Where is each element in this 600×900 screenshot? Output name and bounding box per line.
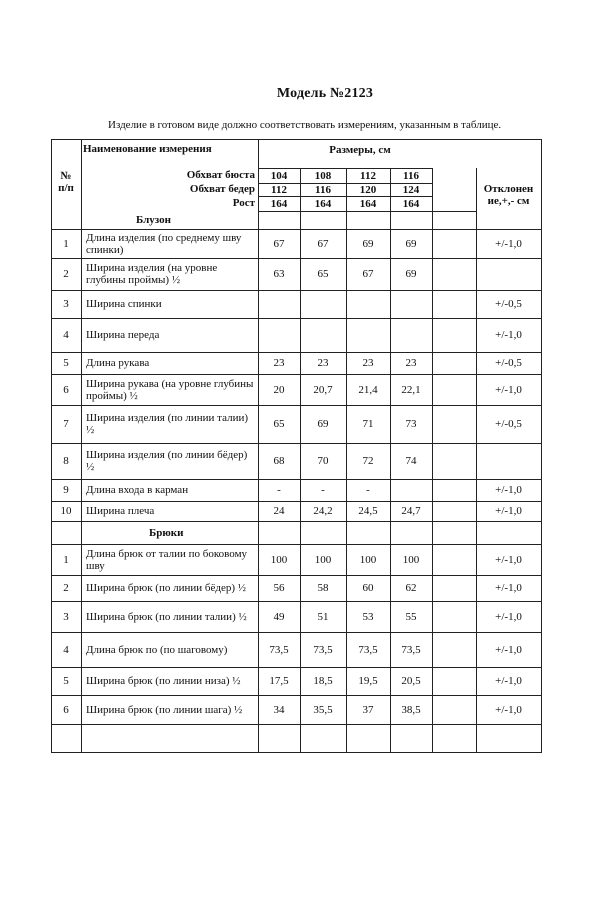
header-deviation: Отклонен ие,+,- см [483, 183, 534, 207]
header-sizes: Размеры, см [329, 143, 391, 156]
blouson-row-value: 22,1 [401, 383, 421, 396]
trousers-row-name: Ширина брюк (по линии шага) ½ [86, 703, 243, 716]
blouson-row-value: 69 [405, 268, 417, 280]
header-bust-label: Обхват бюста [186, 168, 255, 181]
header-name: Наименование измерения [83, 143, 212, 155]
trousers-row-number: 3 [63, 610, 69, 623]
header-hip-2: 120 [359, 183, 377, 196]
trousers-row-value: 62 [405, 582, 417, 594]
trousers-row-name: Ширина брюк (по линии бёдер) ½ [86, 582, 247, 594]
blouson-row-value: 72 [362, 455, 374, 467]
blouson-row-deviation [476, 258, 541, 290]
blouson-row-value: 20 [273, 383, 285, 396]
blouson-row-value: 23 [405, 357, 417, 369]
trousers-row-deviation: +/-1,0 [495, 553, 522, 566]
blouson-row-value [390, 479, 432, 501]
trousers-row-value: 35,5 [313, 703, 333, 716]
blouson-row-value: 23 [317, 357, 329, 369]
blouson-row-number: 7 [63, 418, 69, 430]
blouson-row-value: 20,7 [313, 383, 333, 396]
blouson-row-name: Ширина рукава (на уровне глубины проймы) ½ [86, 377, 254, 402]
blouson-row-value [258, 290, 300, 318]
blouson-row-deviation: +/-0,5 [495, 298, 522, 310]
trousers-row-deviation: +/-1,0 [495, 582, 522, 594]
blouson-row-value: - [277, 484, 281, 496]
blouson-row-number: 9 [63, 484, 69, 496]
table-grid-line [51, 724, 542, 725]
blouson-row-value [300, 290, 346, 318]
header-bust-3: 116 [403, 169, 419, 182]
blouson-row-value: 24,5 [358, 505, 378, 517]
header-number: № п/п [58, 170, 74, 194]
blouson-row-number: 1 [63, 237, 69, 250]
trousers-row-value: 73,5 [358, 643, 378, 656]
section-title: Блузон [136, 214, 171, 226]
blouson-row-value: 69 [405, 237, 417, 250]
blouson-row-value: - [366, 484, 370, 496]
header-hip-3: 124 [402, 183, 420, 196]
blouson-row-number: 3 [63, 298, 69, 310]
blouson-row-value: 68 [273, 455, 285, 467]
header-height-1: 164 [314, 197, 332, 210]
trousers-row-value: 73,5 [269, 643, 289, 656]
blouson-row-value: 70 [317, 455, 329, 467]
blouson-row-value: 65 [273, 418, 285, 430]
blouson-row-name: Ширина переда [86, 329, 160, 341]
table-grid-line [51, 521, 542, 522]
blouson-row-number: 2 [63, 268, 69, 280]
table-grid-line [432, 168, 433, 753]
blouson-row-deviation: +/-1,0 [495, 237, 522, 250]
trousers-row-number: 4 [63, 643, 69, 656]
trousers-row-number: 2 [63, 582, 69, 594]
trousers-row-value: 17,5 [269, 675, 289, 687]
trousers-row-value: 60 [362, 582, 374, 594]
header-bust-0: 104 [270, 169, 288, 182]
blouson-row-value: - [321, 484, 325, 496]
trousers-row-value: 58 [317, 582, 329, 594]
blouson-row-value [390, 290, 432, 318]
page-title: Модель №2123 [276, 86, 374, 101]
header-bust-1: 108 [314, 169, 332, 182]
blouson-row-value [300, 318, 346, 352]
trousers-row-deviation: +/-1,0 [495, 703, 522, 716]
trousers-row-value: 49 [273, 610, 285, 623]
trousers-row-value: 100 [359, 553, 377, 566]
blouson-row-value [346, 290, 390, 318]
trousers-row-value: 100 [270, 553, 288, 566]
trousers-row-value: 34 [273, 703, 285, 716]
blouson-row-number: 4 [63, 329, 69, 341]
trousers-row-name: Ширина брюк (по линии низа) ½ [86, 675, 241, 687]
header-height-label: Рост [232, 196, 255, 209]
blouson-row-value: 73 [405, 418, 417, 430]
blouson-row-value [346, 318, 390, 352]
blouson-row-deviation: +/-0,5 [495, 357, 522, 369]
blouson-row-value: 69 [362, 237, 374, 250]
trousers-row-value: 20,5 [401, 675, 421, 687]
blouson-row-name: Ширина изделия (по линии бёдер) ½ [86, 449, 248, 473]
trousers-row-value: 55 [405, 610, 417, 623]
blouson-row-number: 5 [63, 357, 69, 369]
header-height-2: 164 [359, 197, 377, 210]
blouson-row-name: Длина рукава [86, 357, 150, 369]
trousers-row-name: Ширина брюк (по линии талии) ½ [86, 610, 247, 623]
blouson-row-value: 67 [362, 268, 374, 280]
blouson-row-number: 8 [63, 455, 69, 467]
blouson-row-value: 67 [317, 237, 329, 250]
header-hip-1: 116 [315, 183, 331, 196]
trousers-row-name: Длина брюк по (по шаговому) [86, 643, 228, 656]
section-title: Брюки [149, 526, 184, 539]
blouson-row-value: 67 [273, 237, 285, 250]
trousers-row-number: 1 [63, 553, 69, 566]
trousers-row-value: 73,5 [313, 643, 333, 656]
blouson-row-number: 10 [60, 505, 72, 517]
trousers-row-name: Длина брюк от талии по боковому шву [86, 547, 248, 572]
blouson-row-value: 71 [362, 418, 374, 430]
blouson-row-value: 23 [362, 357, 374, 369]
blouson-row-value: 23 [273, 357, 285, 369]
header-hip-label: Обхват бедер [189, 183, 255, 195]
blouson-row-value: 63 [273, 268, 285, 280]
header-bust-2: 112 [360, 169, 376, 182]
trousers-row-value: 19,5 [358, 675, 378, 687]
trousers-row-value: 37 [362, 703, 374, 716]
trousers-row-value: 73,5 [401, 643, 421, 656]
blouson-row-name: Ширина изделия (по линии талии) ½ [86, 412, 249, 436]
trousers-row-value: 51 [317, 610, 329, 623]
trousers-row-number: 6 [63, 703, 69, 716]
trousers-row-deviation: +/-1,0 [495, 643, 522, 656]
blouson-row-deviation: +/-0,5 [495, 418, 522, 430]
blouson-row-deviation: +/-1,0 [495, 484, 522, 496]
table-grid-line [81, 139, 82, 753]
trousers-row-value: 100 [314, 553, 332, 566]
blouson-row-name: Ширина изделия (на уровне глубины проймы) ½ [86, 262, 218, 286]
blouson-row-value: 24,7 [401, 505, 421, 517]
blouson-row-value: 21,4 [358, 383, 378, 396]
trousers-row-deviation: +/-1,0 [495, 675, 522, 687]
table-grid-line [541, 139, 542, 753]
header-hip-0: 112 [271, 183, 287, 196]
blouson-row-value: 24,2 [313, 505, 333, 517]
trousers-row-value: 56 [273, 582, 285, 594]
blouson-row-value [258, 318, 300, 352]
blouson-row-value: 69 [317, 418, 329, 430]
blouson-row-value: 65 [317, 268, 329, 280]
blouson-row-deviation: +/-1,0 [495, 383, 522, 396]
header-height-3: 164 [402, 197, 420, 210]
blouson-row-deviation: +/-1,0 [495, 505, 522, 517]
trousers-row-value: 18,5 [313, 675, 333, 687]
blouson-row-deviation [476, 443, 541, 479]
table-grid-line [432, 211, 477, 212]
blouson-row-name: Длина входа в карман [86, 484, 189, 496]
blouson-row-name: Ширина спинки [86, 298, 162, 310]
blouson-row-value: 24 [273, 505, 285, 517]
trousers-row-value: 100 [402, 553, 420, 566]
trousers-row-deviation: +/-1,0 [495, 610, 522, 623]
trousers-row-value: 53 [362, 610, 374, 623]
blouson-row-name: Длина изделия (по среднему шву спинки) [86, 231, 242, 256]
blouson-row-deviation: +/-1,0 [495, 329, 522, 341]
trousers-row-value: 38,5 [401, 703, 421, 716]
blouson-row-number: 6 [63, 383, 69, 396]
header-height-0: 164 [270, 197, 288, 210]
blouson-row-value [390, 318, 432, 352]
blouson-row-value: 74 [405, 455, 417, 467]
blouson-row-name: Ширина плеча [86, 505, 155, 517]
table-grid-line [51, 752, 542, 753]
trousers-row-number: 5 [63, 675, 69, 687]
page-subtitle: Изделие в готовом виде должно соответствовать измерениям, указанным в таблице. [108, 119, 502, 131]
